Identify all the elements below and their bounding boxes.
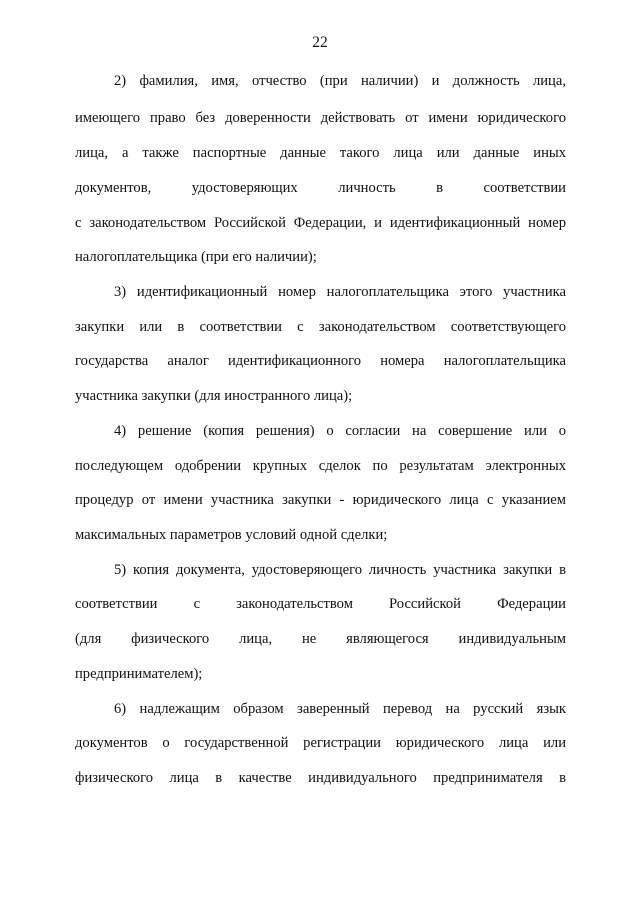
text-line: 6) надлежащим образом заверенный перевод на русский язык (114, 701, 566, 717)
text-line: последующем одобрении крупных сделок по результатам электронных (75, 458, 566, 474)
page-number: 22 (312, 34, 328, 51)
text-line: документов о государственной регистрации юридического лица или (75, 735, 566, 751)
text-line: максимальных параметров условий одной сделки; (75, 527, 388, 543)
text-line: лица, а также паспортные данные такого лица или данные иных (75, 145, 566, 161)
text-line: государства аналог идентификационного номера налогоплательщика (75, 353, 566, 369)
text-line: 2) фамилия, имя, отчество (при наличии) и должность лица, (114, 73, 566, 89)
text-line: 3) идентификационный номер налогоплательщика этого участника (114, 284, 566, 300)
text-line: процедур от имени участника закупки - юридического лица с указанием (75, 492, 566, 508)
text-line: (для физического лица, не являющегося индивидуальным (75, 631, 566, 647)
text-line: предпринимателем); (75, 666, 203, 682)
text-line: соответствии с законодательством Российской Федерации (75, 596, 566, 612)
text-line: участника закупки (для иностранного лица); (75, 388, 353, 404)
text-line: налогоплательщика (при его наличии); (75, 249, 317, 265)
text-line: закупки или в соответствии с законодательством соответствующего (75, 319, 566, 335)
text-line: 5) копия документа, удостоверяющего личность участника закупки в (114, 562, 566, 578)
text-line: 4) решение (копия решения) о согласии на совершение или о (114, 423, 566, 439)
text-line: физического лица в качестве индивидуального предпринимателя в (75, 770, 566, 786)
text-line: с законодательством Российской Федерации, и идентификационный номер (75, 215, 566, 231)
text-line: имеющего право без доверенности действовать от имени юридического (75, 110, 566, 126)
text-line: документов, удостоверяющих личность в соответствии (75, 180, 566, 196)
